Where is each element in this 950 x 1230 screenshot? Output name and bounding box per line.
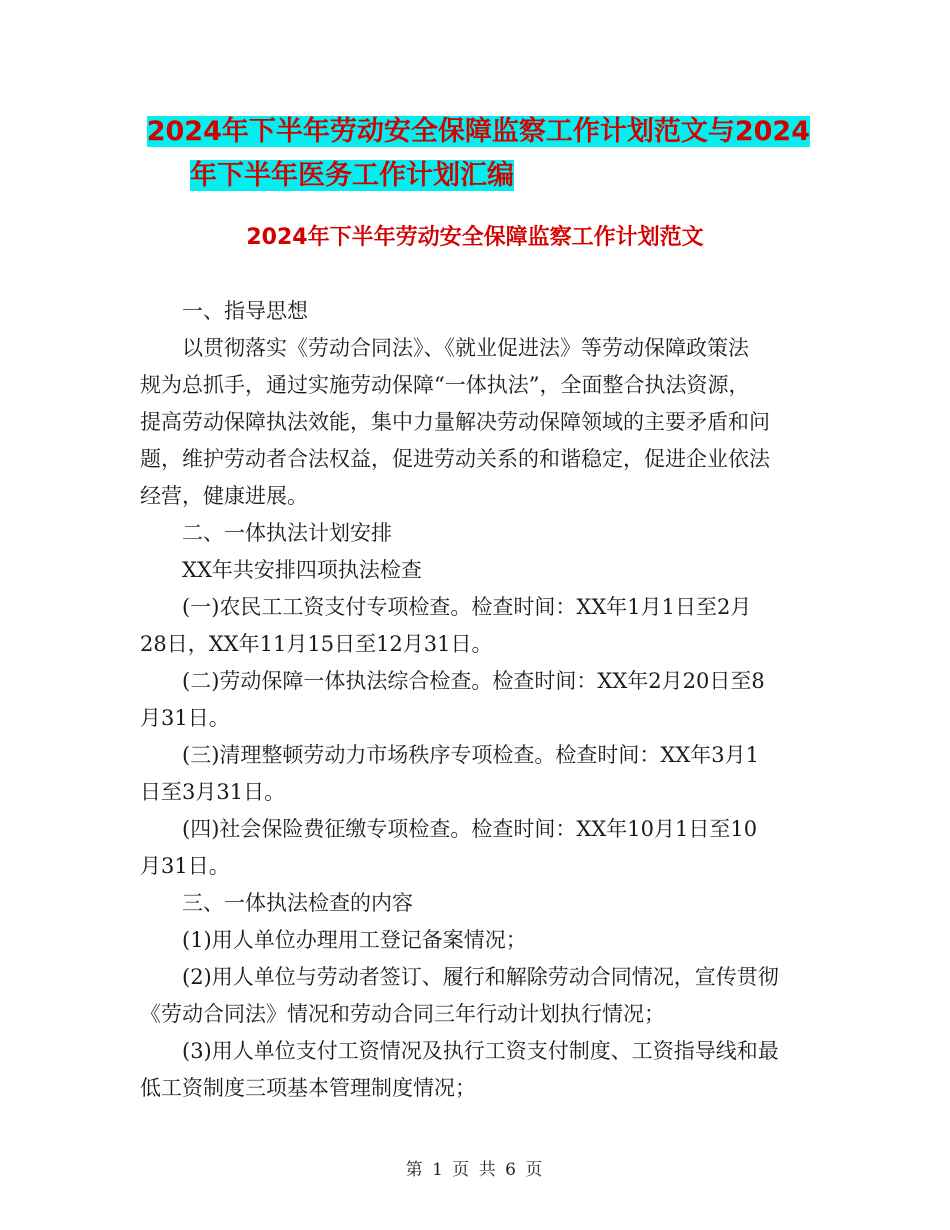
paragraph-content-1: (1)用人单位办理用工登记备案情况； (182, 928, 527, 952)
title-line-2: 年下半年医务工作计划汇编 (190, 160, 514, 191)
page-footer: 第 1 页 共 6 页 (405, 1160, 545, 1180)
paragraph-heading-2: 二、一体执法计划安排 (182, 521, 392, 545)
paragraph-content-2: (2)用人单位与劳动者签订、履行和解除劳动合同情况，宣传贯彻 《劳动合同法》情况和劳动合同三年行动计划执行情况； (140, 965, 779, 1026)
paragraph-guiding-thought: 以贯彻落实《劳动合同法》、《就业促进法》等劳动保障政策法 规为总抓手，通过实施劳动保障“一体执法”，全面整合执法资源， 提高劳动保障执法效能，集中力量解决劳动保障领域的主要矛盾和问 题，维护劳动者合法权益，促进劳动关系的和谐稳定，促进企业依法 经营，健康进展。 (140, 336, 770, 508)
body-text (140, 293, 810, 1107)
document-title (140, 110, 810, 198)
paragraph-item-3: (三)清理整顿劳动力市场秩序专项检查。检查时间：XX年3月1 日至3月31日。 (140, 743, 760, 804)
paragraph-item-4: (四)社会保险费征缴专项检查。检查时间：XX年10月1日至10 月31日。 (140, 817, 758, 878)
paragraph-inspection-count: XX年共安排四项执法检查 (182, 558, 422, 582)
paragraph-heading-3: 三、一体执法检查的内容 (182, 891, 413, 915)
paragraph-heading-1: 一、指导思想 (182, 299, 308, 323)
paragraph-item-1: (一)农民工工资支付专项检查。检查时间：XX年1月1日至2月 28日，XX年11月15日至12月31日。 (140, 595, 752, 656)
paragraph-content-3: (3)用人单位支付工资情况及执行工资支付制度、工资指导线和最 低工资制度三项基本管理制度情况； (140, 1039, 779, 1100)
section-title: 2024年下半年劳动安全保障监察工作计划范文 (246, 225, 704, 250)
paragraph-item-2: (二)劳动保障一体执法综合检查。检查时间：XX年2月20日至8 月31日。 (140, 669, 765, 730)
title-line-1: 2024年下半年劳动安全保障监察工作计划范文与2024 (146, 116, 810, 147)
